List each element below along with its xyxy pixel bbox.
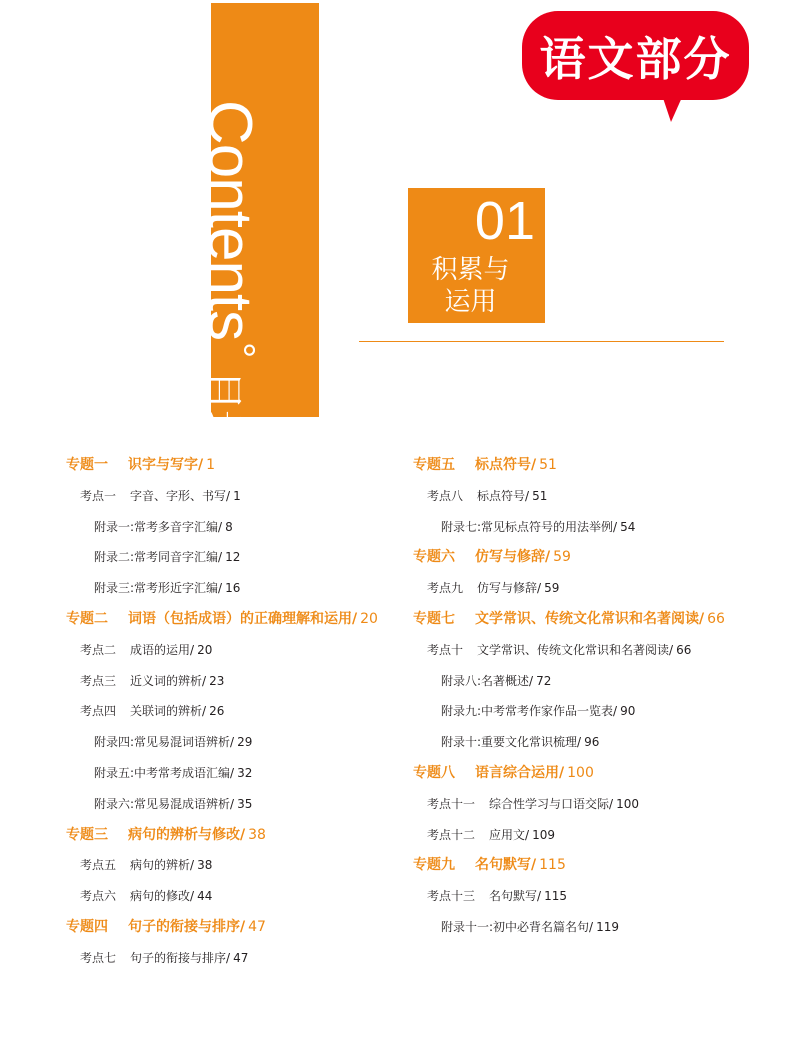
toc-entry-fu <box>94 765 252 781</box>
toc-entry-title: 初中必背名篇名句/ <box>493 920 594 934</box>
toc-entry-topic <box>413 765 594 781</box>
toc-entry-title: 句子的衔接与排序/ <box>128 919 246 935</box>
toc-entry-page: 44 <box>197 889 213 904</box>
toc-entry-label: 附录十: <box>441 735 482 750</box>
contents-word: Contents <box>195 100 264 341</box>
toc-entry-title: 词语（包括成语）的正确理解和运用/ <box>128 611 358 627</box>
toc-entry-label: 专题八 <box>413 765 455 781</box>
toc-entry-label: 附录二: <box>94 550 135 565</box>
toc-entry-title: 综合性学习与口语交际/ <box>489 796 614 811</box>
toc-entry-title: 标点符号/ <box>477 488 530 503</box>
toc-entry-title: 重要文化常识梳理/ <box>481 735 582 750</box>
toc-entry-page: 109 <box>532 827 555 842</box>
toc-entry-topic <box>66 919 266 935</box>
toc-entry-title: 仿写与修辞/ <box>475 549 551 566</box>
toc-entry-label: 考点五 <box>80 858 117 873</box>
toc-entry-page: 38 <box>197 858 213 873</box>
toc-entry-title: 字音、字形、书写/ <box>130 488 231 503</box>
toc-entry-title: 中考常考作家作品一览表/ <box>481 704 618 719</box>
toc-entry-title: 文学常识、传统文化常识和名著阅读/ <box>475 611 705 627</box>
toc-entry-kao <box>80 488 241 504</box>
toc-entry-fu <box>441 703 635 719</box>
toc-entry-page: 26 <box>209 704 225 719</box>
toc-entry-label: 考点十 <box>427 642 464 657</box>
toc-entry-label: 考点二 <box>80 642 117 657</box>
toc-entry-page: 66 <box>676 642 692 657</box>
subject-label: 语文部分 <box>539 31 732 86</box>
toc-entry-label: 考点六 <box>80 889 117 904</box>
toc-entry-label: 考点七 <box>80 950 117 965</box>
toc-entry-kao <box>427 580 559 596</box>
toc-entry-label: 附录七: <box>441 519 482 534</box>
toc-entry-label: 专题四 <box>66 919 108 935</box>
toc-entry-page: 54 <box>620 519 636 534</box>
toc-entry-label: 附录十一: <box>441 920 494 934</box>
toc-entry-label: 附录三: <box>94 581 135 596</box>
toc-entry-page: 20 <box>197 642 213 657</box>
toc-entry-kao <box>427 642 691 658</box>
toc-entry-label: 考点三 <box>80 673 117 688</box>
toc-entry-page: 59 <box>544 581 560 596</box>
toc-entry-kao <box>80 703 224 719</box>
toc-entry-title: 句子的衔接与排序/ <box>130 950 231 965</box>
toc-entry-title: 病句的修改/ <box>130 889 195 904</box>
toc-entry-page: 38 <box>248 826 266 843</box>
toc-entry-topic <box>413 549 571 565</box>
toc-entry-page: 66 <box>707 611 725 627</box>
toc-entry-kao <box>80 673 224 689</box>
toc-entry-label: 附录六: <box>94 796 135 811</box>
toc-entry-kao <box>80 642 212 658</box>
toc-entry-title: 常见易混成语辨析/ <box>134 796 235 811</box>
toc-entry-fu <box>94 519 233 535</box>
toc-entry-title: 常考同音字汇编/ <box>134 550 223 565</box>
toc-entry-title: 近义词的辨析/ <box>130 673 207 688</box>
toc-entry-kao <box>427 888 567 904</box>
toc-entry-title: 常考多音字汇编/ <box>134 519 223 534</box>
section-divider <box>359 341 724 342</box>
toc-entry-title: 应用文/ <box>489 827 530 842</box>
toc-entry-page: 1 <box>233 488 241 503</box>
toc-entry-page: 8 <box>225 519 233 534</box>
toc-entry-page: 100 <box>567 765 594 781</box>
toc-entry-page: 35 <box>237 796 253 811</box>
toc-entry-kao <box>427 796 639 812</box>
toc-entry-kao <box>80 950 248 966</box>
toc-entry-page: 51 <box>532 488 548 503</box>
toc-entry-page: 23 <box>209 673 225 688</box>
section-title-line2: 运用 <box>444 287 497 317</box>
toc-entry-kao <box>427 488 547 504</box>
toc-entry-title: 名句默写/ <box>489 889 542 904</box>
toc-entry-label: 考点八 <box>427 488 464 503</box>
toc-entry-label: 专题七 <box>413 611 455 627</box>
toc-entry-page: 1 <box>206 457 216 473</box>
toc-entry-fu <box>94 796 252 812</box>
toc-entry-title: 名句默写/ <box>475 857 537 874</box>
toc-entry-title: 病句的辨析与修改/ <box>128 826 246 843</box>
toc-entry-label: 附录五: <box>94 766 135 780</box>
toc-entry-title: 识字与写字/ <box>128 457 204 473</box>
toc-entry-label: 专题二 <box>66 611 108 627</box>
toc-entry-topic <box>66 457 215 473</box>
toc-entry-title: 病句的辨析/ <box>130 858 195 873</box>
toc-entry-page: 96 <box>584 735 600 750</box>
toc-entry-label: 附录九: <box>441 704 482 719</box>
toc-entry-page: 51 <box>539 457 557 473</box>
toc-entry-title: 关联词的辨析/ <box>130 704 207 719</box>
toc-entry-label: 附录一: <box>94 519 135 534</box>
toc-entry-title: 中考常考成语汇编/ <box>134 766 235 780</box>
toc-entry-label: 考点十三 <box>427 889 476 904</box>
toc-entry-fu <box>441 519 635 535</box>
toc-entry-label: 考点十一 <box>427 796 476 811</box>
toc-entry-label: 考点十二 <box>427 827 476 842</box>
toc-entry-topic <box>413 457 557 473</box>
toc-entry-kao <box>427 827 555 843</box>
contents-heading <box>195 100 264 451</box>
toc-entry-page: 47 <box>233 950 249 965</box>
toc-entry-fu <box>441 919 619 935</box>
toc-entry-title: 语言综合运用/ <box>475 765 565 781</box>
toc-entry-page: 29 <box>237 735 253 750</box>
toc-entry-page: 47 <box>248 919 266 935</box>
toc-entry-page: 72 <box>536 673 552 688</box>
section-box <box>408 188 545 323</box>
toc-entry-label: 专题五 <box>413 457 455 473</box>
toc-entry-page: 20 <box>360 611 378 627</box>
toc-entry-kao <box>80 857 212 873</box>
toc-entry-kao <box>80 888 212 904</box>
toc-entry-label: 专题六 <box>413 549 455 566</box>
toc-entry-label: 专题一 <box>66 457 108 473</box>
toc-entry-title: 名著概述/ <box>481 673 534 688</box>
toc-entry-label: 专题三 <box>66 826 108 843</box>
toc-entry-fu <box>441 673 551 689</box>
section-title <box>408 254 533 318</box>
toc-entry-label: 考点一 <box>80 488 117 503</box>
mulu-label: 目录 <box>199 370 245 451</box>
section-title-line1: 积累与 <box>431 255 510 285</box>
toc-entry-topic <box>66 827 266 843</box>
toc-entry-page: 115 <box>544 889 567 904</box>
contents-degree-mark: ° <box>218 342 262 359</box>
toc-entry-fu <box>441 734 599 750</box>
toc-entry-title: 常见标点符号的用法举例/ <box>481 519 618 534</box>
toc-entry-fu <box>94 734 252 750</box>
toc-entry-page: 90 <box>620 704 636 719</box>
toc-entry-page: 16 <box>225 581 241 596</box>
section-number: 01 <box>474 191 535 251</box>
toc-entry-title: 标点符号/ <box>475 457 537 473</box>
toc-entry-topic <box>413 611 725 627</box>
toc-entry-fu <box>94 549 240 565</box>
toc-entry-fu <box>94 580 240 596</box>
toc-entry-page: 119 <box>596 920 619 934</box>
toc-entry-title: 常考形近字汇编/ <box>134 581 223 596</box>
toc-entry-title: 文学常识、传统文化常识和名著阅读/ <box>477 642 674 657</box>
toc-entry-label: 专题九 <box>413 857 455 874</box>
toc-entry-topic <box>66 611 378 627</box>
toc-entry-page: 12 <box>225 550 241 565</box>
toc-entry-page: 59 <box>553 549 571 566</box>
toc-entry-page: 115 <box>539 857 566 874</box>
toc-entry-title: 常见易混词语辨析/ <box>134 735 235 750</box>
toc-entry-title: 成语的运用/ <box>130 642 195 657</box>
toc-entry-page: 100 <box>616 796 639 811</box>
toc-entry-title: 仿写与修辞/ <box>477 581 542 596</box>
toc-entry-label: 考点四 <box>80 704 117 719</box>
toc-entry-topic <box>413 857 566 873</box>
toc-entry-page: 32 <box>237 766 253 780</box>
toc-entry-label: 考点九 <box>427 581 464 596</box>
toc-entry-label: 附录四: <box>94 735 135 750</box>
toc-entry-label: 附录八: <box>441 673 482 688</box>
